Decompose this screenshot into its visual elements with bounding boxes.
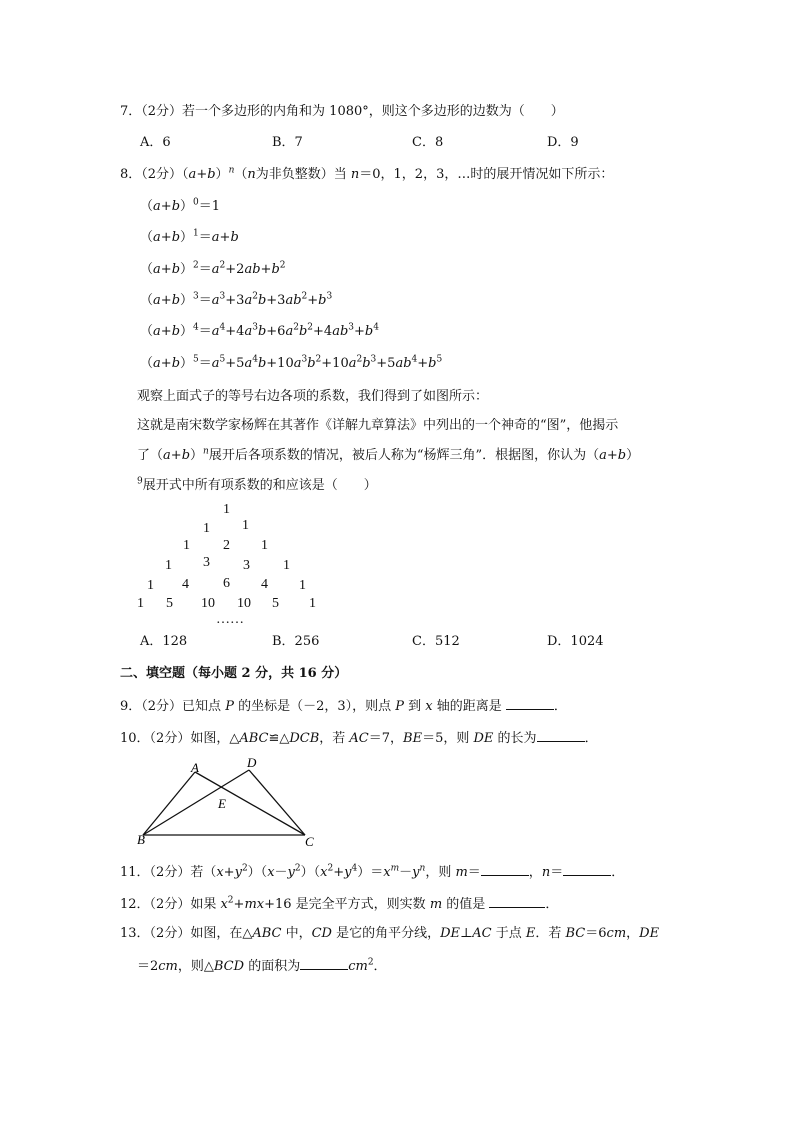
q8-option-c: C．512 — [412, 634, 460, 649]
triangle-r4-c3: 4 — [261, 577, 268, 592]
triangle-r0-c0: 1 — [223, 502, 230, 517]
triangle-r5-c5: 1 — [309, 596, 316, 611]
q8-para-3: 了$(a+b)^n$展开后各项系数的情况，被后人称为“杨辉三角”．根据图，你认为（a+b） — [137, 446, 640, 463]
q8-para-1: 观察上面式子的等号右边各项的系数，我们得到了如图所示： — [137, 389, 489, 404]
triangle-r3-c1: 3 — [203, 555, 210, 570]
triangle-r3-c3: 1 — [283, 558, 290, 573]
q8-option-d: D．1024 — [547, 634, 604, 649]
q7-option-a: A．6 — [140, 135, 171, 150]
q8-option-b: B．256 — [272, 634, 320, 649]
triangle-r5-c4: 5 — [272, 596, 279, 611]
triangle-r4-c4: 1 — [299, 578, 306, 593]
q13-blank — [300, 957, 348, 970]
line-ac — [195, 772, 305, 835]
q8-option-a: A．128 — [140, 634, 188, 649]
q8-para-4: $^9$展开式中所有项系数的和应该是（ ） — [137, 476, 377, 493]
label-d: D — [247, 755, 257, 770]
triangle-r5-c0: 1 — [137, 596, 144, 611]
q8-expansion-5: $(a+b)^5=a^5+5a^4b+10a^3b^2+10a^2b^3+5ab^4+b^5$ — [140, 354, 443, 371]
q12-stem: 12．（2分）如果 $x^2+mx+16$ 是完全平方式，则实数 m 的值是 ． — [120, 895, 559, 912]
q8-expansion-1: $(a+b)^1=a+b$ — [140, 228, 239, 245]
triangle-r2-c0: 1 — [183, 538, 190, 553]
line-bd — [143, 770, 249, 835]
q8-stem: 8．（2分）$(a+b)^n(n$为非负整数）当 n＝0，1，2，3，…时的展开情况如下所示： — [120, 165, 614, 182]
q9-blank — [506, 697, 554, 710]
label-a: A — [191, 760, 199, 775]
triangle-r3-c2: 3 — [243, 558, 250, 573]
triangle-r2-c2: 1 — [261, 538, 268, 553]
q10-figure — [130, 752, 330, 852]
q11-blank-n — [563, 863, 611, 876]
q13-stem-line2: ＝2cm，则△BCD 的面积为 $cm^2$． — [137, 957, 387, 974]
q11-blank-m — [481, 863, 529, 876]
triangle-r5-c2: 10 — [201, 596, 215, 611]
q10-blank — [537, 729, 585, 742]
q11-stem: 11．（2分）若$(x+y^2)(x-y^2)(x^2+y^4)=x^m-y^n$，则 m＝ ，n＝ ． — [120, 863, 625, 880]
q8-expansion-0: $(a+b)^0=1$ — [140, 197, 221, 214]
q8-expansion-3: $(a+b)^3=a^3+3a^2b+3ab^2+b^3$ — [140, 291, 333, 308]
label-b: B — [137, 832, 145, 847]
q8-expansion-4: $(a+b)^4=a^4+4a^3b+6a^2b^2+4ab^3+b^4$ — [140, 322, 379, 339]
triangle-ellipsis: …… — [216, 612, 244, 627]
section-heading: 二、填空题（每小题 2 分，共 16 分） — [120, 666, 348, 681]
label-e: E — [218, 796, 226, 811]
triangle-r5-c1: 5 — [166, 596, 173, 611]
line-ab — [143, 772, 195, 835]
triangle-r4-c1: 4 — [182, 577, 189, 592]
q9-stem: 9．（2分）已知点 P 的坐标是（－2，3），则点 P 到 x 轴的距离是 ． — [120, 699, 567, 714]
q13-stem-line1: 13．（2分）如图，在△ABC 中，CD 是它的角平分线，DE⊥AC 于点 E．若 BC＝6cm，DE — [120, 926, 660, 941]
triangle-r2-c1: 2 — [223, 538, 230, 553]
triangle-r1-c0: 1 — [203, 521, 210, 536]
q7-option-d: D．9 — [547, 135, 579, 150]
triangle-r3-c0: 1 — [165, 558, 172, 573]
label-c: C — [305, 834, 314, 849]
q7-option-b: B．7 — [272, 135, 303, 150]
q12-blank — [489, 895, 545, 908]
triangle-r5-c3: 10 — [237, 596, 251, 611]
q7-stem: 7．（2分）若一个多边形的内角和为 1080°，则这个多边形的边数为（ ） — [120, 104, 564, 119]
triangle-r1-c1: 1 — [242, 518, 249, 533]
q8-para-2: 这就是南宋数学家杨辉在其著作《详解九章算法》中列出的一个神奇的“图”，他揭示 — [137, 418, 619, 433]
triangle-r4-c2: 6 — [223, 576, 230, 591]
q8-expansion-2: $(a+b)^2=a^2+2ab+b^2$ — [140, 260, 286, 277]
q7-option-c: C．8 — [412, 135, 444, 150]
line-dc — [249, 770, 305, 835]
triangle-r4-c0: 1 — [147, 578, 154, 593]
q10-stem: 10．（2分）如图，△ABC≌△DCB，若 AC＝7，BE＝5，则 DE 的长为 ． — [120, 731, 598, 746]
